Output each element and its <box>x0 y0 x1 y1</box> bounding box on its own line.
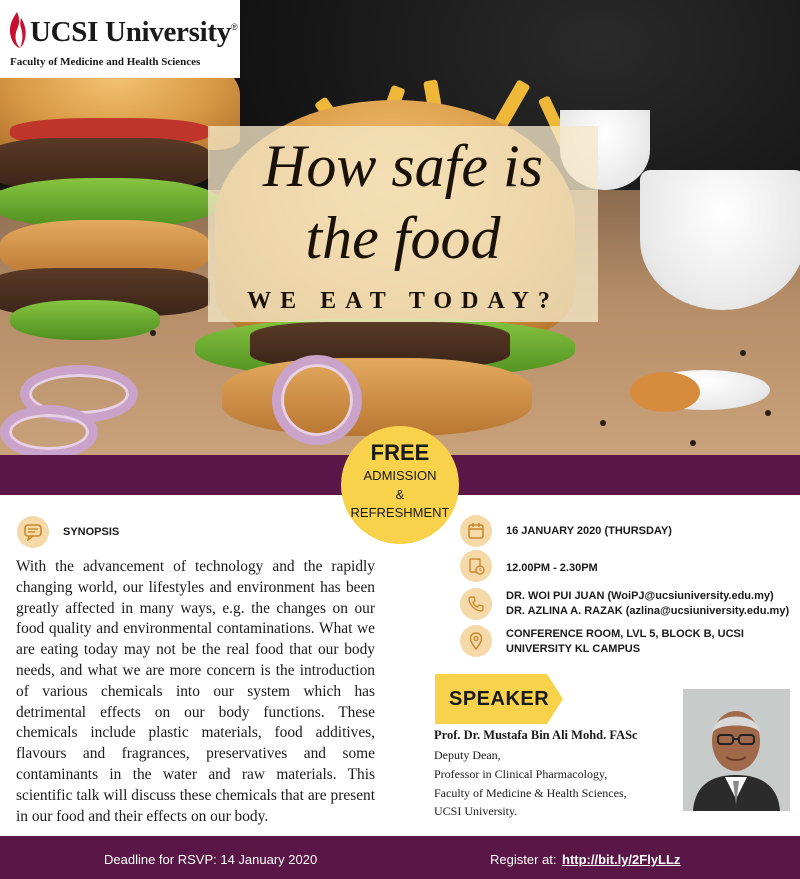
register-link[interactable]: http://bit.ly/2FlyLLz <box>562 852 681 867</box>
badge-free: FREE <box>370 440 430 465</box>
peppercorn <box>690 440 696 446</box>
title-line-2: the food <box>305 205 501 271</box>
registered-mark: ® <box>231 22 238 32</box>
speaker-role-1: Deputy Dean, <box>434 748 501 762</box>
speaker-label: SPEAKER <box>449 688 550 710</box>
peppercorn <box>600 420 606 426</box>
event-time: 12.00PM - 2.30PM <box>506 562 598 574</box>
title-line-1: How safe is <box>262 133 544 199</box>
lettuce <box>10 300 160 340</box>
clock-icon <box>460 550 492 582</box>
onion-ring <box>0 405 98 455</box>
event-title-panel <box>208 126 598 322</box>
peppercorn <box>150 330 156 336</box>
badge-ampersand: & <box>395 487 405 502</box>
speaker-photo <box>683 689 790 811</box>
peppercorn <box>740 350 746 356</box>
synopsis-heading: SYNOPSIS <box>63 526 120 538</box>
speech-bubble-icon <box>17 516 49 548</box>
venue-line-1: CONFERENCE ROOM, LVL 5, BLOCK B, UCSI <box>506 628 744 640</box>
phone-icon <box>460 588 492 620</box>
bun-bottom <box>222 358 532 436</box>
event-date: 16 JANUARY 2020 (THURSDAY) <box>506 525 672 537</box>
flame-logo-icon <box>6 10 28 50</box>
speaker-role-3: Faculty of Medicine & Health Sciences, <box>434 786 627 800</box>
register-label: Register at: <box>490 852 557 867</box>
badge-refreshment: REFRESHMENT <box>350 505 450 520</box>
location-pin-icon <box>460 625 492 657</box>
title-line-3: WE EAT TODAY? <box>247 288 559 314</box>
speaker-role-4: UCSI University. <box>434 804 518 818</box>
calendar-icon <box>460 515 492 547</box>
university-name: UCSI University <box>30 16 231 48</box>
speaker-name: Prof. Dr. Mustafa Bin Ali Mohd. FASc <box>434 728 638 742</box>
peppercorn <box>765 410 771 416</box>
speaker-role-2: Professor in Clinical Pharmacology, <box>434 767 608 781</box>
contact-2: DR. AZLINA A. RAZAK (azlina@ucsiuniversity.edu.my) <box>506 605 790 617</box>
venue-line-2: UNIVERSITY KL CAMPUS <box>506 643 641 655</box>
white-bowl <box>640 170 800 310</box>
free-admission-badge <box>341 426 459 544</box>
onion-ring <box>272 355 362 445</box>
faculty-name: Faculty of Medicine and Health Sciences <box>10 56 201 68</box>
contact-1: DR. WOI PUI JUAN (WoiPJ@ucsiuniversity.edu.my) <box>506 590 774 602</box>
badge-admission: ADMISSION <box>363 468 437 483</box>
university-logo <box>0 0 240 78</box>
rsvp-deadline: Deadline for RSVP: 14 January 2020 <box>104 852 318 867</box>
sauce <box>630 372 700 412</box>
synopsis-body: With the advancement of technology and the rapidly changing world, our lifestyles and environment has been greatly affected in many ways, e.g. the changes on our food quality and environmental contaminations. What we are eating today may not be the real food that our body needs, and what we are more concern is the introduction of various chemicals into our system which has detrimental effects on our body functions. These chemicals include plastic materials, food additives, flavours and fragrances, preservatives and some contaminants in the water and raw materials. This scientific talk will discuss these chemicals that are present in our food and their effects on our body. <box>16 558 375 825</box>
